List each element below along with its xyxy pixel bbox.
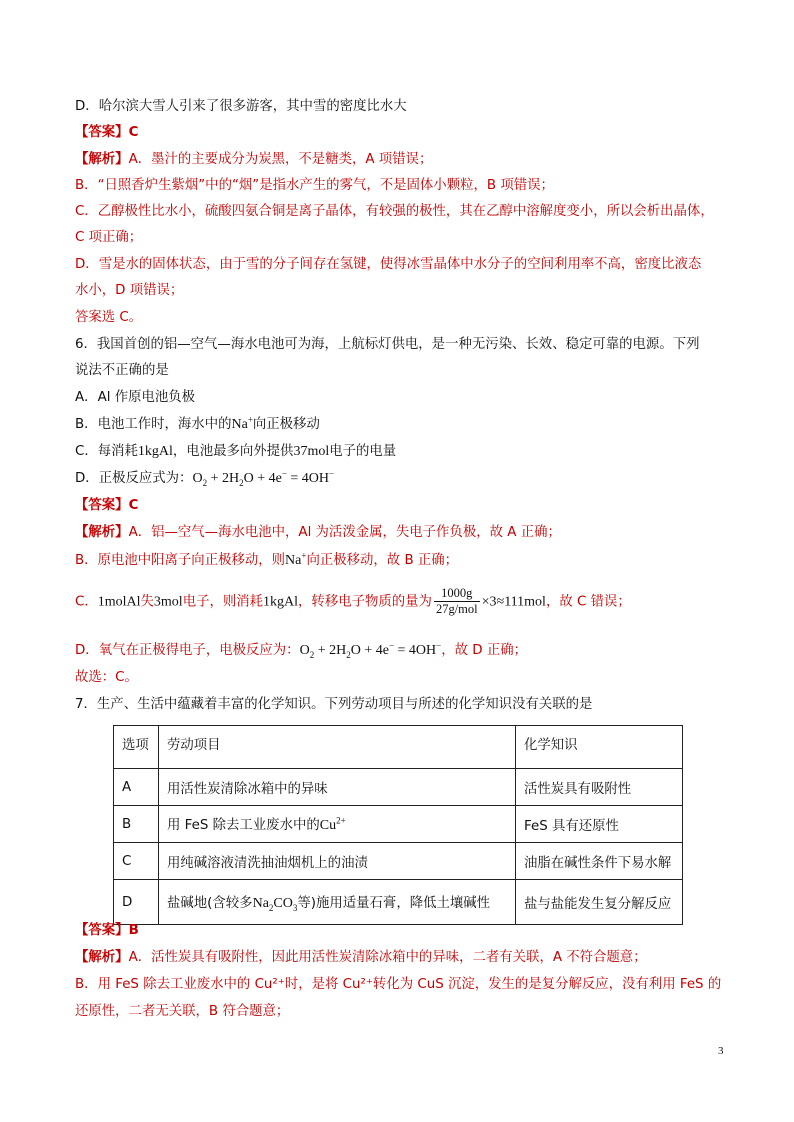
task-text: 等)施用适量石膏，降低土壤碱性 bbox=[297, 896, 491, 911]
formula-result: ×3≈111 bbox=[481, 594, 525, 610]
option-text: 电子的电量 bbox=[329, 444, 397, 459]
chem-part: CO bbox=[273, 896, 293, 911]
sodium-ion bbox=[231, 414, 253, 432]
q6-option-d bbox=[75, 470, 725, 488]
q7-stem: 7．生产、生活中蕴藏着丰富的化学知识。下列劳动项目与所述的化学知识没有关联的是 bbox=[75, 697, 593, 712]
q6-stem-1: 6．我国首创的铝—空气—海水电池可为海，上航标灯供电，是一种无污染、长效、稳定可靠的电源。下列 bbox=[75, 337, 700, 352]
analysis-text: A．墨汁的主要成分为炭黑，不是糖类，A 项错误； bbox=[128, 152, 433, 167]
row-task bbox=[159, 806, 516, 843]
chem-sub: 2 bbox=[268, 902, 274, 913]
q6-option-a bbox=[75, 389, 725, 407]
q6-analysis-b bbox=[75, 552, 725, 570]
analysis-text: ，故 D 正确； bbox=[441, 643, 527, 658]
q5-analysis-c2: C 项正确； bbox=[75, 230, 143, 245]
q6-option-c bbox=[75, 443, 725, 461]
q5-analysis-d2: 水小，D 项错误； bbox=[75, 283, 184, 298]
eq-sup: − bbox=[436, 640, 442, 651]
q6-stem-2: 说法不正确的是 bbox=[75, 363, 169, 378]
analysis-text: 失 bbox=[140, 594, 154, 610]
q6-option-b bbox=[75, 416, 725, 434]
q5-analysis-d1: D．雪是水的固体状态，由于雪的分子间存在氢键，使得冰雪晶体中水分子的空间利用率不高，密度比液态 bbox=[75, 257, 702, 272]
ion-charge: + bbox=[247, 414, 253, 425]
q6-analysis-c bbox=[75, 586, 725, 617]
formula-unit: mol bbox=[524, 594, 546, 610]
ion-symbol: Na bbox=[285, 553, 302, 568]
q6-analysis-a bbox=[75, 524, 725, 542]
sodium-ion bbox=[285, 550, 307, 568]
answer-label: 【答案】 bbox=[75, 498, 129, 513]
analysis-text: 向正极移动，故 B 正确； bbox=[306, 553, 459, 568]
analysis-text: ，故 C 错误； bbox=[545, 594, 631, 610]
sodium-carbonate-formula bbox=[253, 896, 298, 911]
answer-label: 【答案】 bbox=[75, 125, 129, 140]
option-label: A． bbox=[75, 390, 98, 405]
q7-answer bbox=[75, 922, 725, 940]
answer-value: C bbox=[128, 498, 139, 513]
cathode-equation bbox=[192, 468, 335, 488]
q5-analysis-a bbox=[75, 151, 725, 169]
row-option: C bbox=[114, 843, 159, 880]
row-knowledge: FeS 具有还原性 bbox=[516, 806, 683, 843]
formula-mol: 3mol bbox=[153, 594, 183, 610]
chem-sub: 3 bbox=[292, 902, 298, 913]
table-row bbox=[114, 769, 683, 806]
q7-options-table bbox=[113, 725, 683, 925]
table-header-row bbox=[114, 726, 683, 769]
q6-conclusion: 故选：C。 bbox=[75, 670, 138, 685]
q5-analysis-c1: C．乙醇极性比水小，硫酸四氨合铜是离子晶体，有较强的极性，其在乙醇中溶解度变小，所以会析出晶体， bbox=[75, 204, 714, 219]
analysis-label: 【解析】 bbox=[75, 950, 129, 965]
formula-mass: 1kgAl bbox=[137, 444, 173, 459]
analysis-text: C． bbox=[75, 594, 98, 610]
q5-answer bbox=[75, 124, 725, 142]
formula-mol: 37mol bbox=[293, 444, 330, 459]
header-task: 劳动项目 bbox=[159, 726, 516, 769]
analysis-text: 电子，则消耗 bbox=[182, 594, 264, 610]
q6-analysis-d bbox=[75, 642, 725, 660]
eq-sub: 2 bbox=[309, 649, 315, 660]
eq-sup: − bbox=[388, 640, 395, 651]
eq-part: = 4OH bbox=[286, 471, 330, 486]
analysis-label: 【解析】 bbox=[75, 152, 129, 167]
header-knowledge: 化学知识 bbox=[516, 726, 683, 769]
task-text: 盐碱地(含较多 bbox=[167, 896, 253, 911]
row-task: 用活性炭清除冰箱中的异味 bbox=[159, 769, 516, 806]
analysis-text: ，转移电子物质的量为 bbox=[298, 594, 432, 610]
row-task bbox=[159, 880, 516, 925]
header-option: 选项 bbox=[114, 726, 159, 769]
row-option: D bbox=[114, 880, 159, 925]
q5-option-d: D．哈尔滨大雪人引来了很多游客，其中雪的密度比水大 bbox=[75, 99, 407, 114]
eq-part: O + 4e bbox=[243, 471, 282, 486]
copper-ion bbox=[319, 815, 346, 833]
analysis-text: A．铝—空气—海水电池中，Al 为活泼金属，失电子作负极，故 A 正确； bbox=[128, 525, 561, 540]
table-row bbox=[114, 843, 683, 880]
fraction-denominator: 27g/mol bbox=[435, 602, 478, 616]
row-option: A bbox=[114, 769, 159, 806]
ion-symbol: Cu bbox=[319, 818, 337, 833]
q5-analysis-b: B．“日照香炉生紫烟”中的“烟”是指水产生的雾气，不是固体小颗粒，B 项错误； bbox=[75, 178, 554, 193]
fraction bbox=[434, 586, 480, 617]
eq-part: O bbox=[192, 471, 203, 486]
eq-part: = 4OH bbox=[394, 643, 437, 658]
option-text: C．每消耗 bbox=[75, 444, 138, 459]
analysis-label: 【解析】 bbox=[75, 525, 129, 540]
formula-mol: 1molAl bbox=[97, 594, 141, 610]
option-text: 向正极移动 bbox=[252, 417, 320, 432]
eq-part: O bbox=[299, 643, 310, 658]
q5-conclusion: 答案选 C。 bbox=[75, 310, 143, 325]
eq-part: + 2H bbox=[207, 471, 240, 486]
row-knowledge: 油脂在碱性条件下易水解 bbox=[516, 843, 683, 880]
option-text: B．电池工作时，海水中的 bbox=[75, 417, 232, 432]
eq-part: O + 4e bbox=[350, 643, 389, 658]
table-row bbox=[114, 880, 683, 925]
row-task: 用纯碱溶液清洗抽油烟机上的油渍 bbox=[159, 843, 516, 880]
analysis-text: D．氧气在正极得电子，电极反应为： bbox=[75, 643, 300, 658]
row-knowledge: 活性炭具有吸附性 bbox=[516, 769, 683, 806]
option-text: Al 作原电池负极 bbox=[97, 390, 196, 405]
q7-analysis-a bbox=[75, 949, 725, 967]
ion-charge: 2+ bbox=[336, 815, 346, 826]
task-text: 用 FeS 除去工业废水中的 bbox=[167, 818, 320, 833]
cathode-equation bbox=[299, 640, 442, 660]
ion-charge: + bbox=[301, 550, 307, 561]
chem-part: Na bbox=[252, 896, 269, 911]
eq-sub: 2 bbox=[202, 477, 208, 488]
q7-analysis-b1: B．用 FeS 除去工业废水中的 Cu²⁺时，是将 Cu²⁺转化为 CuS 沉淀，发生的是复分解反应，没有利用 FeS 的 bbox=[75, 977, 722, 992]
eq-sub: 2 bbox=[239, 477, 244, 488]
analysis-text: A．活性炭具有吸附性，因此用活性炭清除冰箱中的异味，二者有关联，A 不符合题意； bbox=[128, 950, 647, 965]
answer-value: B bbox=[128, 923, 139, 938]
eq-sup: − bbox=[329, 468, 335, 479]
page-number: 3 bbox=[718, 1045, 724, 1057]
q7-analysis-b2: 还原性，二者无关联，B 符合题意； bbox=[75, 1004, 290, 1019]
eq-sup: − bbox=[281, 468, 287, 479]
ion-symbol: Na bbox=[231, 417, 248, 432]
eq-part: + 2H bbox=[314, 643, 347, 658]
row-knowledge: 盐与盐能发生复分解反应 bbox=[516, 880, 683, 925]
option-text: ，电池最多向外提供 bbox=[172, 444, 294, 459]
option-text: D．正极反应式为： bbox=[75, 471, 193, 486]
answer-value: C bbox=[128, 125, 139, 140]
eq-sub: 2 bbox=[346, 649, 351, 660]
fraction-numerator: 1000g bbox=[434, 586, 480, 602]
analysis-text: B．原电池中阳离子向正极移动，则 bbox=[75, 553, 286, 568]
formula-mass: 1kgAl bbox=[263, 594, 299, 610]
row-option: B bbox=[114, 806, 159, 843]
answer-label: 【答案】 bbox=[75, 923, 129, 938]
q6-answer bbox=[75, 497, 725, 515]
table-row bbox=[114, 806, 683, 843]
